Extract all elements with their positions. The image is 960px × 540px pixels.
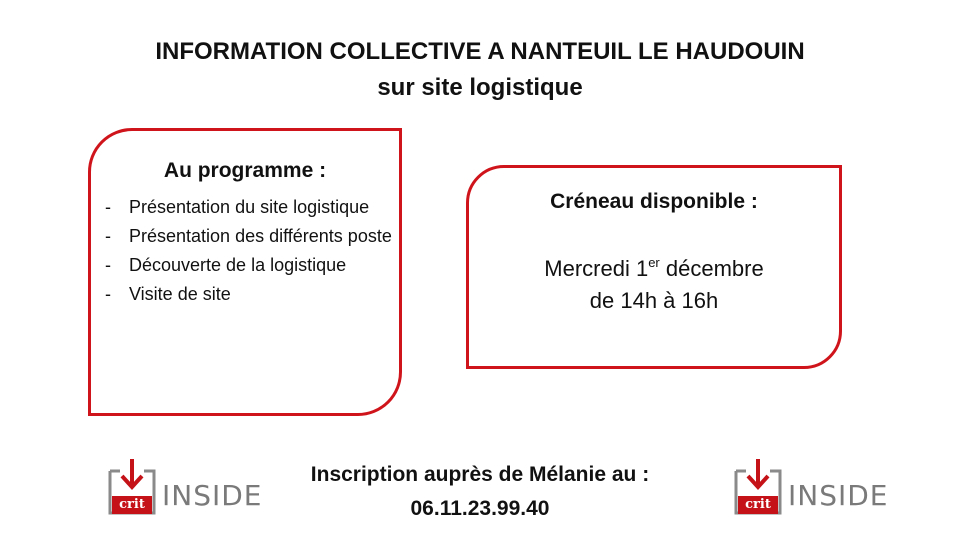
contact-line-1: Inscription auprès de Mélanie au :	[310, 463, 650, 486]
crit-inside-logo-right	[732, 457, 902, 517]
slot-heading: Créneau disponible :	[550, 190, 758, 213]
inside-label: INSIDE	[788, 479, 889, 512]
list-item-text: Présentation des différents poste	[129, 226, 392, 246]
slot-date	[469, 256, 839, 282]
contact-phone: 06.11.23.99.40	[410, 497, 550, 520]
title-line-1: INFORMATION COLLECTIVE A NANTEUIL LE HAUDOUIN	[155, 38, 805, 65]
crit-label: crit	[112, 496, 152, 514]
programme-list	[105, 193, 399, 309]
inside-label: INSIDE	[162, 479, 263, 512]
crit-inside-logo-left	[106, 457, 276, 517]
programme-box	[88, 128, 402, 416]
title-line-2: sur site logistique	[377, 74, 583, 101]
list-item-text: Visite de site	[129, 284, 231, 304]
list-item	[105, 193, 399, 222]
list-item	[105, 222, 399, 251]
programme-heading: Au programme :	[163, 159, 327, 182]
dash-bullet: -	[105, 226, 111, 246]
slot-day-suffix: décembre	[659, 256, 764, 281]
slot-day-sup: er	[648, 255, 660, 270]
crit-label: crit	[738, 496, 778, 514]
list-item-text: Présentation du site logistique	[129, 197, 370, 217]
list-item	[105, 251, 399, 280]
list-item	[105, 280, 399, 309]
slot-box	[466, 165, 842, 369]
page-title	[0, 34, 960, 106]
dash-bullet: -	[105, 255, 111, 275]
slot-time: de 14h à 16h	[589, 288, 719, 313]
slot-day-prefix: Mercredi 1	[544, 256, 649, 281]
dash-bullet: -	[105, 284, 111, 304]
list-item-text: Découverte de la logistique	[129, 255, 347, 275]
dash-bullet: -	[105, 197, 111, 217]
